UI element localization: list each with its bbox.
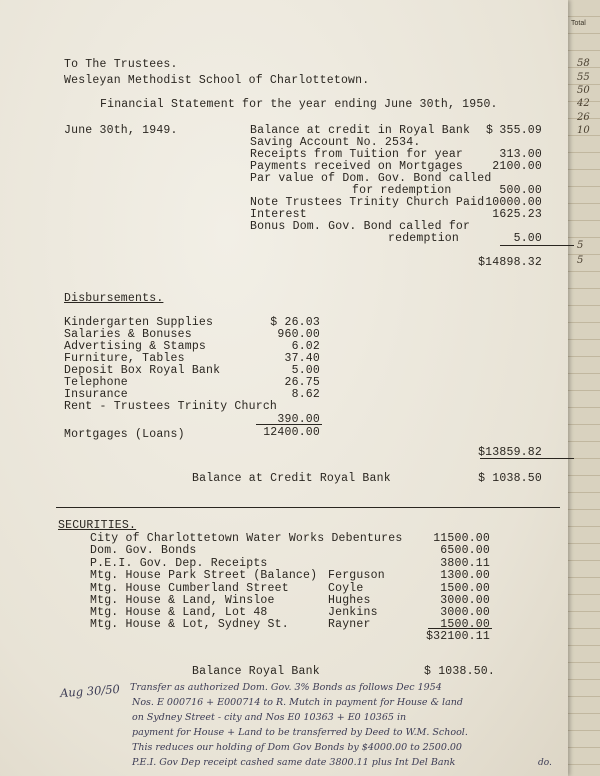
disbursement-label: Insurance — [64, 388, 128, 401]
handwritten-note-line: P.E.I. Gov Dep receipt cashed same date 3800.11 plus Int Del Bank — [132, 757, 456, 768]
section-divider — [56, 507, 560, 508]
security-holder: Ferguson — [328, 569, 385, 582]
securities-total-rule — [428, 628, 492, 629]
ledger-number: 50 — [577, 85, 590, 96]
security-amount: 3000.00 — [440, 594, 490, 607]
security-amount: 11500.00 — [433, 532, 490, 545]
receipt-label: for redemption — [352, 184, 452, 197]
receipt-label: Receipts from Tuition for year — [250, 148, 464, 161]
security-label: Mtg. House & Lot, Sydney St. — [90, 618, 289, 631]
handwritten-note-line: Transfer as authorized Dom. Gov. 3% Bonds as follows Dec 1954 — [130, 682, 442, 693]
security-holder: Rayner — [328, 618, 371, 631]
receipt-label: Interest — [250, 208, 307, 221]
handwritten-date: Aug 30/50 — [59, 681, 121, 701]
receipt-amount: 5.00 — [513, 232, 542, 245]
disbursement-label: Advertising & Stamps — [64, 340, 207, 353]
disbursements-subtotal-rule — [256, 424, 322, 425]
receipt-label: Saving Account No. 2534. — [250, 136, 421, 149]
footer-balance-amount: $ 1038.50. — [424, 665, 496, 678]
disbursement-amount: $ 26.03 — [270, 316, 320, 329]
receipt-amount: 355.09 — [499, 124, 542, 137]
handwritten-note-line: payment for House + Land to be transferred by Deed to W.M. School. — [132, 727, 468, 738]
ledger-number: 58 — [577, 58, 590, 69]
disbursement-amount: 8.62 — [291, 388, 320, 401]
receipts-date: June 30th, 1949. — [64, 124, 178, 137]
disbursement-label: Mortgages (Loans) — [64, 428, 185, 441]
ledger-number: 55 — [577, 72, 590, 83]
receipts-total: $14898.32 — [478, 256, 542, 269]
security-amount: 3800.11 — [440, 557, 490, 570]
disbursement-amount: 6.02 — [291, 340, 320, 353]
ledger-number: 26 — [577, 112, 590, 123]
security-amount: 1500.00 — [440, 582, 490, 595]
disbursements-heading: Disbursements. — [64, 292, 164, 305]
disbursement-amount: 5.00 — [291, 364, 320, 377]
disbursement-label: Telephone — [64, 376, 128, 389]
handwritten-note-line: on Sydney Street - city and Nos E0 10363 + E0 10365 in — [132, 712, 407, 723]
ledger-number: 42 — [577, 98, 590, 109]
security-holder: Hughes — [328, 594, 371, 607]
addressee-line: To The Trustees. — [64, 58, 178, 71]
security-label: Mtg. House Cumberland Street — [90, 582, 289, 595]
security-label: Mtg. House Park Street (Balance) — [90, 569, 318, 582]
handwritten-note-line: This reduces our holding of Dom Gov Bonds by $4000.00 to 2500.00 — [132, 742, 462, 753]
disbursement-label: Kindergarten Supplies — [64, 316, 214, 329]
receipt-amount: 10000.00 — [485, 196, 542, 209]
handwritten-corner-mark: do. — [538, 758, 552, 768]
receipt-amount: 2100.00 — [492, 160, 542, 173]
handwritten-note-line: Nos. E 000716 + E000714 to R. Mutch in payment for House & land — [132, 697, 463, 708]
ledger-number: 10 — [577, 125, 590, 136]
ledger-header: Total — [571, 20, 586, 27]
disbursement-amount: 26.75 — [284, 376, 320, 389]
disbursements-total-rule — [480, 458, 574, 459]
ledger-number: 5 — [577, 255, 584, 266]
security-label: City of Charlottetown Water Works Debentures — [90, 532, 403, 545]
security-amount: 3000.00 — [440, 606, 490, 619]
security-amount: 1300.00 — [440, 569, 490, 582]
receipt-label: Par value of Dom. Gov. Bond called — [250, 172, 492, 185]
disbursement-amount: 960.00 — [277, 328, 320, 341]
receipt-amount: 1625.23 — [492, 208, 542, 221]
receipt-label: Balance at credit in Royal Bank — [250, 124, 471, 137]
security-holder: Jenkins — [328, 606, 378, 619]
security-label: P.E.I. Gov. Dep. Receipts — [90, 557, 268, 570]
disbursement-label: Deposit Box Royal Bank — [64, 364, 221, 377]
receipts-total-rule — [500, 245, 574, 246]
securities-total: $32100.11 — [426, 630, 490, 643]
disbursements-total: $13859.82 — [478, 446, 542, 459]
disbursement-amount: 390.00 — [277, 413, 320, 426]
security-holder: Coyle — [328, 582, 364, 595]
receipt-label: Payments received on Mortgages — [250, 160, 464, 173]
disbursement-amount: 37.40 — [284, 352, 320, 365]
receipt-amount: 313.00 — [499, 148, 542, 161]
dollar-sign: $ — [486, 124, 494, 137]
security-label: Mtg. House & Land, Lot 48 — [90, 606, 268, 619]
footer-balance-label: Balance Royal Bank — [192, 665, 320, 678]
school-name: Wesleyan Methodist School of Charlottetown. — [64, 74, 370, 87]
receipt-label: redemption — [388, 232, 460, 245]
security-label: Mtg. House & Land, Winsloe — [90, 594, 275, 607]
security-amount: 1500.00 — [440, 618, 490, 631]
securities-heading: SECURITIES. — [58, 519, 137, 532]
receipt-label: Note Trustees Trinity Church Paid — [250, 196, 485, 209]
receipt-amount: 500.00 — [499, 184, 542, 197]
security-amount: 6500.00 — [440, 544, 490, 557]
receipt-label: Bonus Dom. Gov. Bond called for — [250, 220, 471, 233]
statement-title: Financial Statement for the year ending June 30th, 1950. — [100, 98, 498, 111]
balance-amount: $ 1038.50 — [478, 472, 542, 485]
disbursement-amount: 12400.00 — [263, 426, 320, 439]
disbursement-label: Rent - Trustees Trinity Church — [64, 400, 278, 413]
ledger-number: 5 — [577, 240, 584, 251]
disbursement-label: Furniture, Tables — [64, 352, 185, 365]
balance-label: Balance at Credit Royal Bank — [192, 472, 391, 485]
disbursement-label: Salaries & Bonuses — [64, 328, 192, 341]
security-label: Dom. Gov. Bonds — [90, 544, 197, 557]
